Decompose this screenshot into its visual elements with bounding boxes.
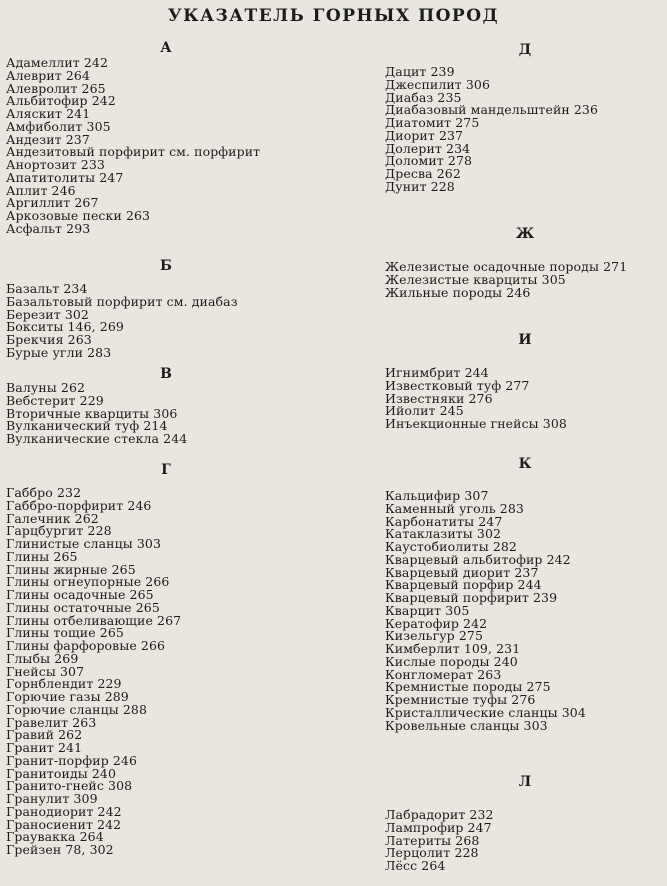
- index-entry: Каменный уголь 283: [385, 500, 524, 516]
- index-entry: Глины осадочные 265: [6, 587, 154, 602]
- index-entry: Каустобиолиты 282: [385, 539, 517, 554]
- index-entry: Игнимбрит 244: [385, 365, 489, 380]
- index-entry: Анортозит 233: [6, 157, 105, 172]
- index-entry: Карбонатиты 247: [385, 513, 503, 529]
- index-entry: Латериты 268: [385, 832, 480, 848]
- index-entry: Гранитоиды 240: [6, 765, 117, 781]
- index-entry: Известняки 276: [385, 390, 493, 406]
- index-entry: Гравелит 263: [6, 714, 97, 730]
- index-entry: Алеврит 264: [6, 67, 91, 83]
- index-entry: Жильные породы 246: [385, 284, 531, 300]
- index-entry: Кровельные сланцы 303: [385, 717, 548, 733]
- index-entry: Вулканический туф 214: [6, 418, 168, 434]
- index-entry: Горючие сланцы 288: [6, 701, 147, 717]
- index-entry: Железистые кварциты 305: [385, 271, 566, 287]
- index-entry: Аляскит 241: [6, 106, 91, 121]
- section-list-d: [385, 66, 598, 194]
- index-entry: Галечник 262: [6, 510, 99, 526]
- index-entry: Дацит 239: [385, 64, 455, 79]
- index-entry: Инъекционные гнейсы 308: [385, 416, 567, 431]
- index-entry: Катаклазиты 302: [385, 526, 502, 542]
- section-heading-i: И: [518, 332, 532, 348]
- index-entry: Граносиенит 242: [6, 816, 122, 832]
- section-list-g: [6, 487, 181, 857]
- section-list-zh: [385, 261, 627, 299]
- index-entry: Аргиллит 267: [6, 195, 99, 211]
- index-entry: Кремнистые породы 275: [385, 679, 551, 695]
- index-entry: Вторичные кварциты 306: [6, 405, 178, 421]
- index-entry: Габбро-порфирит 246: [6, 497, 152, 513]
- index-entry: Валуны 262: [6, 380, 86, 395]
- index-entry: Кварцевый диорит 237: [385, 564, 539, 580]
- index-entry: Глины 265: [6, 548, 78, 564]
- index-entry: Кварцит 305: [385, 602, 470, 618]
- index-entry: Вебстерит 229: [6, 392, 104, 408]
- section-heading-a: А: [160, 40, 172, 56]
- index-entry: Глинистые сланцы 303: [6, 536, 161, 551]
- index-entry: Кварцевый порфир 244: [385, 577, 542, 593]
- index-entry: Глины тощие 265: [6, 625, 124, 641]
- index-entry: Диорит 237: [385, 127, 464, 143]
- index-entry: Глины жирные 265: [6, 561, 136, 577]
- section-heading-g: Г: [161, 462, 171, 478]
- index-entry: Кизельгур 275: [385, 628, 484, 644]
- index-entry: Бурые угли 283: [6, 344, 112, 360]
- index-entry: Кератофир 242: [385, 615, 488, 631]
- index-entry: Гранито-гнейс 308: [6, 778, 133, 794]
- index-entry: Аркозовые пески 263: [6, 208, 151, 223]
- index-entry: Грейзен 78, 302: [6, 842, 114, 857]
- index-entry: Апатитолиты 247: [6, 169, 124, 185]
- index-entry: Лампрофир 247: [385, 819, 492, 835]
- section-heading-zh: Ж: [515, 226, 535, 242]
- index-entry: Лерцолит 228: [385, 845, 479, 861]
- index-entry: Гранит-порфир 246: [6, 752, 138, 768]
- index-entry: Конгломерат 263: [385, 666, 502, 682]
- index-entry: Горнблендит 229: [6, 676, 122, 692]
- index-entry: Базальтовый порфирит см. диабаз: [6, 293, 238, 309]
- page-title: УКАЗАТЕЛЬ ГОРНЫХ ПОРОД: [167, 6, 500, 26]
- index-entry: Березит 302: [6, 306, 89, 322]
- index-entry: Андезит 237: [6, 131, 90, 147]
- index-entry: Горючие газы 289: [6, 689, 129, 704]
- section-list-a: [6, 57, 260, 236]
- index-entry: Кальцифир 307: [385, 488, 489, 503]
- index-entry: Глины фарфоровые 266: [6, 638, 166, 653]
- index-entry: Диабазовый мандельштейн 236: [385, 102, 599, 118]
- index-entry: Гранодиорит 242: [6, 803, 122, 819]
- index-entry: Андезитовый порфирит см. порфирит: [6, 144, 261, 160]
- index-entry: Граувакка 264: [6, 829, 104, 845]
- section-list-v: [6, 382, 187, 446]
- index-entry: Кремнистые туфы 276: [385, 692, 536, 707]
- index-entry: Диатомит 275: [385, 115, 480, 130]
- index-entry: Вулканические стекла 244: [6, 431, 188, 446]
- index-entry: Железистые осадочные породы 271: [385, 259, 628, 274]
- index-entry: Дунит 228: [385, 178, 455, 194]
- section-heading-l: Л: [518, 774, 532, 790]
- index-entry: Гравий 262: [6, 727, 83, 743]
- index-entry: Глины огнеупорные 266: [6, 574, 170, 590]
- index-entry: Асфальт 293: [6, 220, 91, 236]
- index-entry: Кислые породы 240: [385, 653, 518, 669]
- index-entry: Габбро 232: [6, 485, 82, 500]
- index-entry: Амфиболит 305: [6, 118, 111, 134]
- section-heading-k: К: [518, 456, 532, 472]
- section-heading-d: Д: [518, 42, 532, 58]
- section-list-l: [385, 809, 494, 873]
- index-entry: Гранит 241: [6, 740, 83, 755]
- index-entry: Базальт 234: [6, 281, 88, 296]
- index-entry: Глины остаточные 265: [6, 599, 160, 615]
- index-entry: Кварцевый порфирит 239: [385, 590, 558, 605]
- section-list-b: [6, 283, 238, 360]
- index-entry: Гнейсы 307: [6, 663, 85, 679]
- section-heading-v: В: [160, 366, 172, 382]
- index-entry: Кристаллические сланцы 304: [385, 704, 586, 720]
- section-list-i: [385, 367, 567, 431]
- index-entry: Лабрадорит 232: [385, 807, 494, 822]
- index-entry: Алевролит 265: [6, 80, 106, 96]
- index-entry: Лёсс 264: [385, 858, 446, 873]
- index-entry: Глины отбеливающие 267: [6, 612, 182, 628]
- index-entry: Гранулит 309: [6, 791, 98, 806]
- index-entry: Кимберлит 109, 231: [385, 641, 521, 656]
- index-entry: Глыбы 269: [6, 650, 79, 666]
- index-entry: Адамеллит 242: [6, 55, 108, 70]
- index-entry: Долерит 234: [385, 140, 471, 156]
- section-list-k: [385, 490, 586, 732]
- index-entry: Джеспилит 306: [385, 76, 491, 92]
- index-entry: Ийолит 245: [385, 403, 464, 419]
- index-entry: Гарцбургит 228: [6, 523, 112, 539]
- section-heading-b: Б: [160, 258, 172, 274]
- index-entry: Альбитофир 242: [6, 93, 116, 109]
- index-entry: Брекчия 263: [6, 332, 92, 347]
- index-entry: Доломит 278: [385, 153, 473, 169]
- index-entry: Известковый туф 277: [385, 377, 530, 393]
- index-entry: Дресва 262: [385, 166, 461, 181]
- index-entry: Бокситы 146, 269: [6, 319, 124, 335]
- index-entry: Диабаз 235: [385, 89, 462, 105]
- index-entry: Кварцевый альбитофир 242: [385, 551, 571, 567]
- index-entry: Аплит 246: [6, 182, 76, 198]
